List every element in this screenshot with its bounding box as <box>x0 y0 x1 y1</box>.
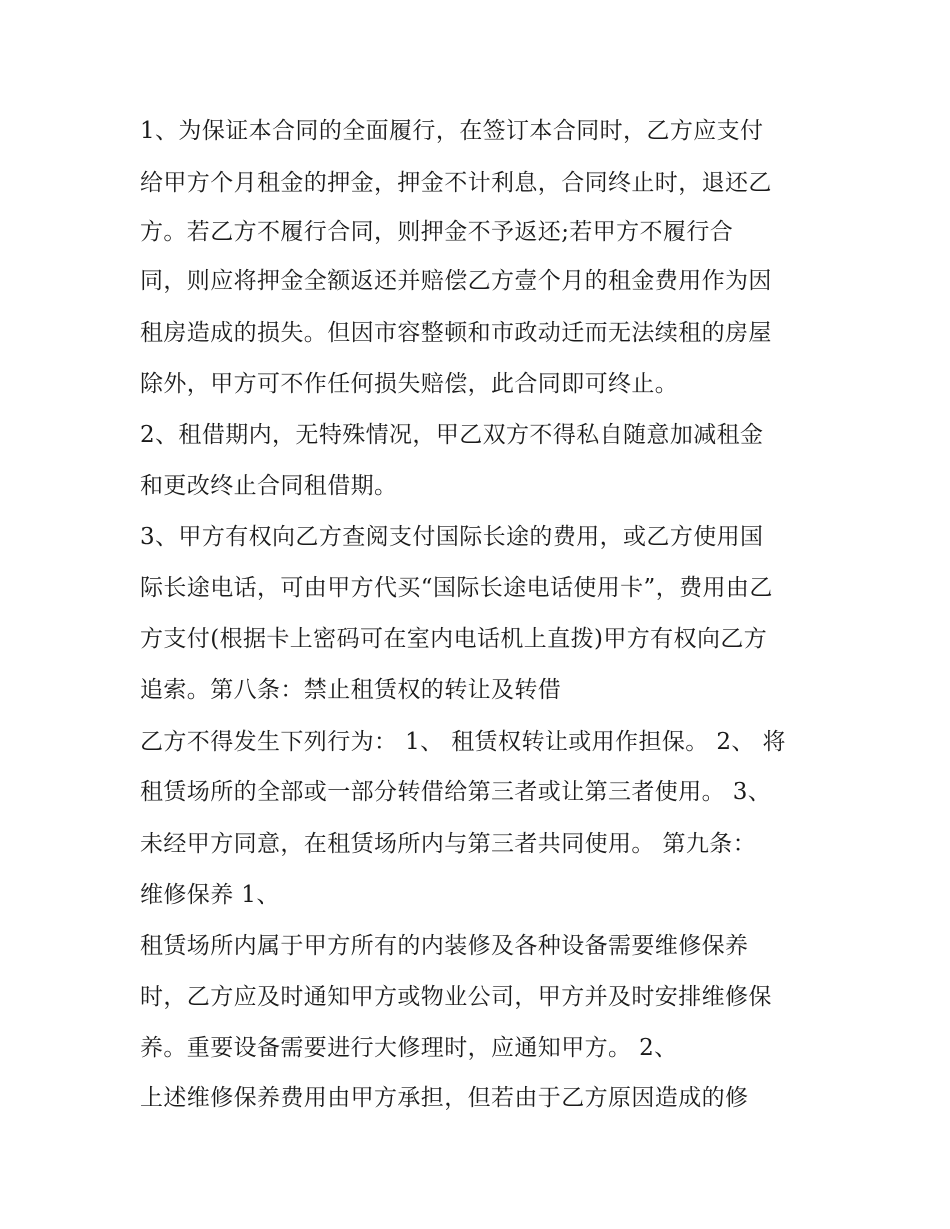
text-line: 2、租借期内，无特殊情况，甲乙双方不得私自随意加减租金 <box>140 422 764 448</box>
text-line: 租赁场所内属于甲方所有的内装修及各种设备需要维修保养 <box>140 933 749 959</box>
text-line: 租赁场所的全部或一部分转借给第三者或让第三者使用。 3、 <box>140 779 772 805</box>
text-line: 除外，甲方可不作任何损失赔偿，此合同即可终止。 <box>140 371 679 397</box>
text-line: 时，乙方应及时通知甲方或物业公司，甲方并及时安排维修保 <box>140 984 772 1010</box>
text-line: 方。若乙方不履行合同，则押金不予返还;若甲方不履行合 <box>140 219 734 245</box>
text-line: 上述维修保养费用由甲方承担，但若由于乙方原因造成的修 <box>140 1085 749 1111</box>
text-line: 同，则应将押金全额返还并赔偿乙方壹个月的租金费用作为因 <box>140 268 772 294</box>
text-line: 和更改终止合同租借期。 <box>140 473 398 499</box>
text-line: 养。重要设备需要进行大修理时，应通知甲方。 2、 <box>140 1035 678 1061</box>
text-line: 给甲方个月租金的押金，押金不计利息，合同终止时，退还乙 <box>140 170 772 196</box>
text-line: 乙方不得发生下列行为： 1、 租赁权转让或用作担保。 2、 将 <box>140 729 786 755</box>
text-line: 租房造成的损失。但因市容整顿和市政动迁而无法续租的房屋 <box>140 320 772 346</box>
text-line: 维修保养 1、 <box>140 882 280 908</box>
text-line: 1、为保证本合同的全面履行，在签订本合同时，乙方应支付 <box>140 118 764 144</box>
text-line: 追索。第八条：禁止租赁权的转让及转借 <box>140 677 562 703</box>
text-line: 3、甲方有权向乙方查阅支付国际长途的费用，或乙方使用国 <box>140 524 764 550</box>
text-line: 方支付(根据卡上密码可在室内电话机上直拨)甲方有权向乙方 <box>140 626 768 652</box>
text-line: 际长途电话，可由甲方代买“国际长途电话使用卡”，费用由乙 <box>140 575 773 601</box>
text-line: 未经甲方同意，在租赁场所内与第三者共同使用。 第九条： <box>140 831 757 857</box>
